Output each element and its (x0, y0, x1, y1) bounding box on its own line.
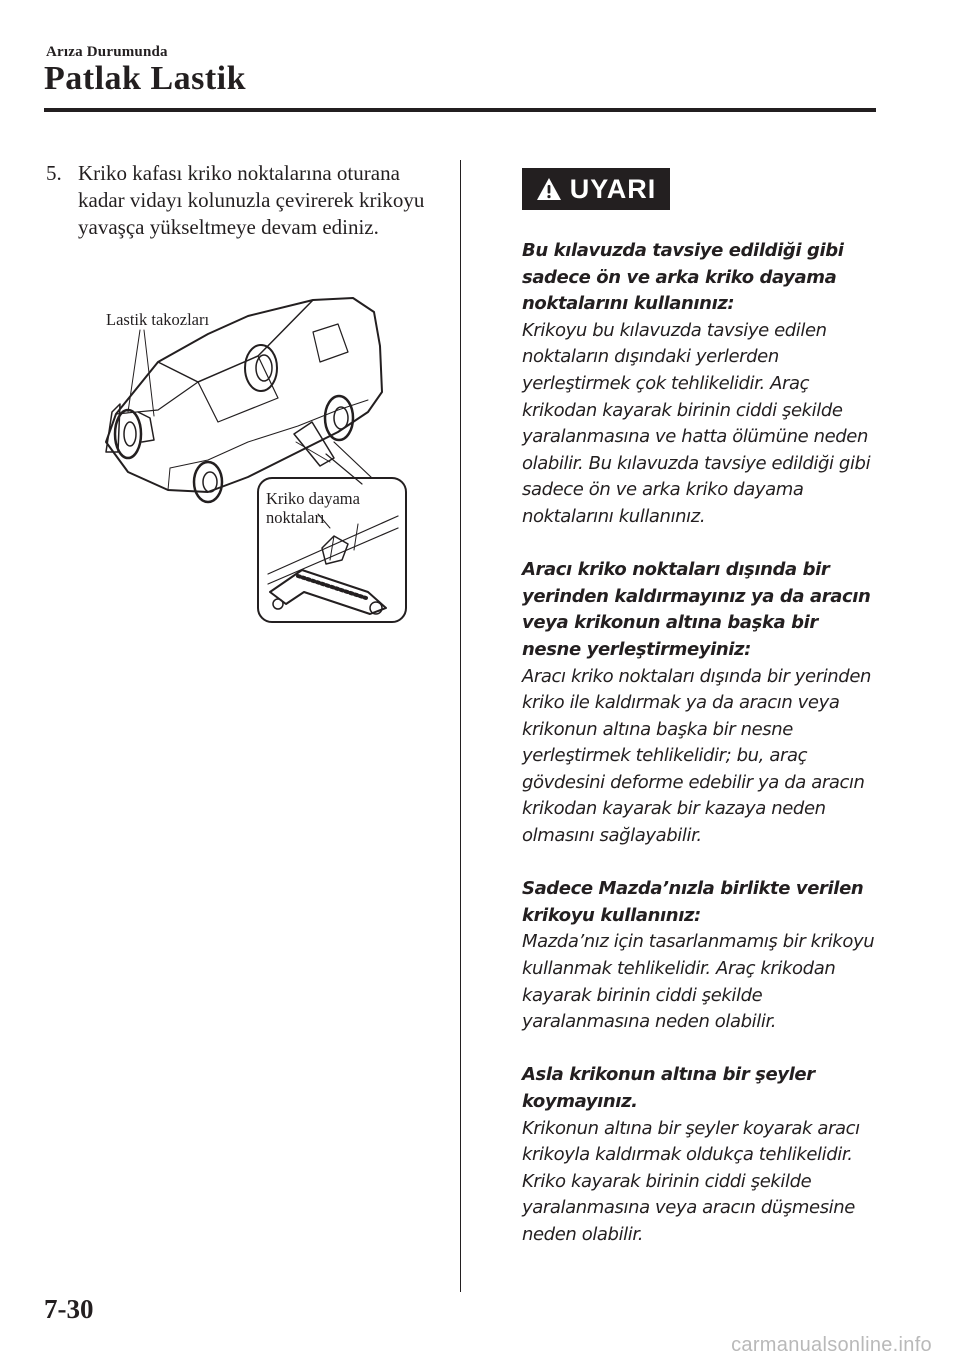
label-jack-points-line2: noktaları (266, 508, 325, 527)
warning-label: UYARI (569, 173, 657, 204)
warning-body: Krikoyu bu kılavuzda tavsiye edilen noktaların dışındaki yerlerden yerleştirmek çok tehlikelidir. Araç krikodan kayarak birinin ciddi şekilde yaralanmasına ve hatta ölümüne neden olabilir. Bu kılavuzda tavsiye edildiği gibi sadece ön ve arka kriko dayama noktalarını kullanınız. (522, 319, 871, 527)
warning-block (522, 1062, 882, 1248)
step-item (46, 160, 446, 241)
warning-badge (522, 168, 670, 210)
label-jack-points-line1: Kriko dayama (266, 489, 360, 508)
warning-body: Aracı kriko noktaları dışında bir yerinden kriko ile kaldırmak ya da aracın veya krikonun altına başka bir nesne yerleştirmek tehlikelidir; bu, araç gövdesini deforme edebilir ya da aracın krikodan kayarak bir kazaya neden olmasını sağlayabilir. (522, 665, 872, 847)
warning-content (522, 238, 882, 1249)
warning-body: Mazda’nız için tasarlanmamış bir krikoyu kullanmak tehlikelidir. Araç krikodan kayarak birinin ciddi şekilde yaralanmasına neden olabilir. (522, 931, 875, 1033)
jacking-illustration (98, 292, 420, 628)
warning-heading: Bu kılavuzda tavsiye edildiği gibi sadece ön ve arka kriko dayama noktalarını kullanınız: (522, 240, 844, 315)
section-label: Arıza Durumunda (46, 44, 168, 60)
warning-block (522, 238, 882, 531)
car-jack-drawing (98, 292, 420, 628)
warning-block (522, 876, 882, 1036)
column-divider (460, 160, 461, 1292)
warning-body: Krikonun altına bir şeyler koyarak aracı krikoyla kaldırmak oldukça tehlikelidir. Kriko kayarak birinin ciddi şekilde yaralanmasına veya aracın düşmesine neden olabilir. (522, 1117, 860, 1245)
page-title: Patlak Lastik (44, 60, 247, 97)
label-tire-chocks: Lastik takozları (106, 310, 210, 329)
warning-heading: Aracı kriko noktaları dışında bir yerinden kaldırmayınız ya da aracın veya krikonun altına başka bir nesne yerleştirmeyiniz: (522, 559, 871, 660)
warning-heading: Sadece Mazda’nızla birlikte verilen krikoyu kullanınız: (522, 878, 864, 926)
page-number: 7-30 (44, 1294, 94, 1324)
step-text: Kriko kafası kriko noktalarına oturana kadar vidayı kolunuzla çevirerek krikoyu yavaşça yükseltmeye devam ediniz. (78, 161, 425, 239)
step-number: 5. (46, 161, 62, 185)
watermark: carmanualsonline.info (731, 1334, 932, 1356)
warning-heading: Asla krikonun altına bir şeyler koymayınız. (522, 1064, 815, 1112)
header-rule (44, 108, 876, 112)
label-jack-points (266, 489, 396, 527)
warning-block (522, 557, 882, 850)
warning-triangle-icon (536, 177, 562, 201)
